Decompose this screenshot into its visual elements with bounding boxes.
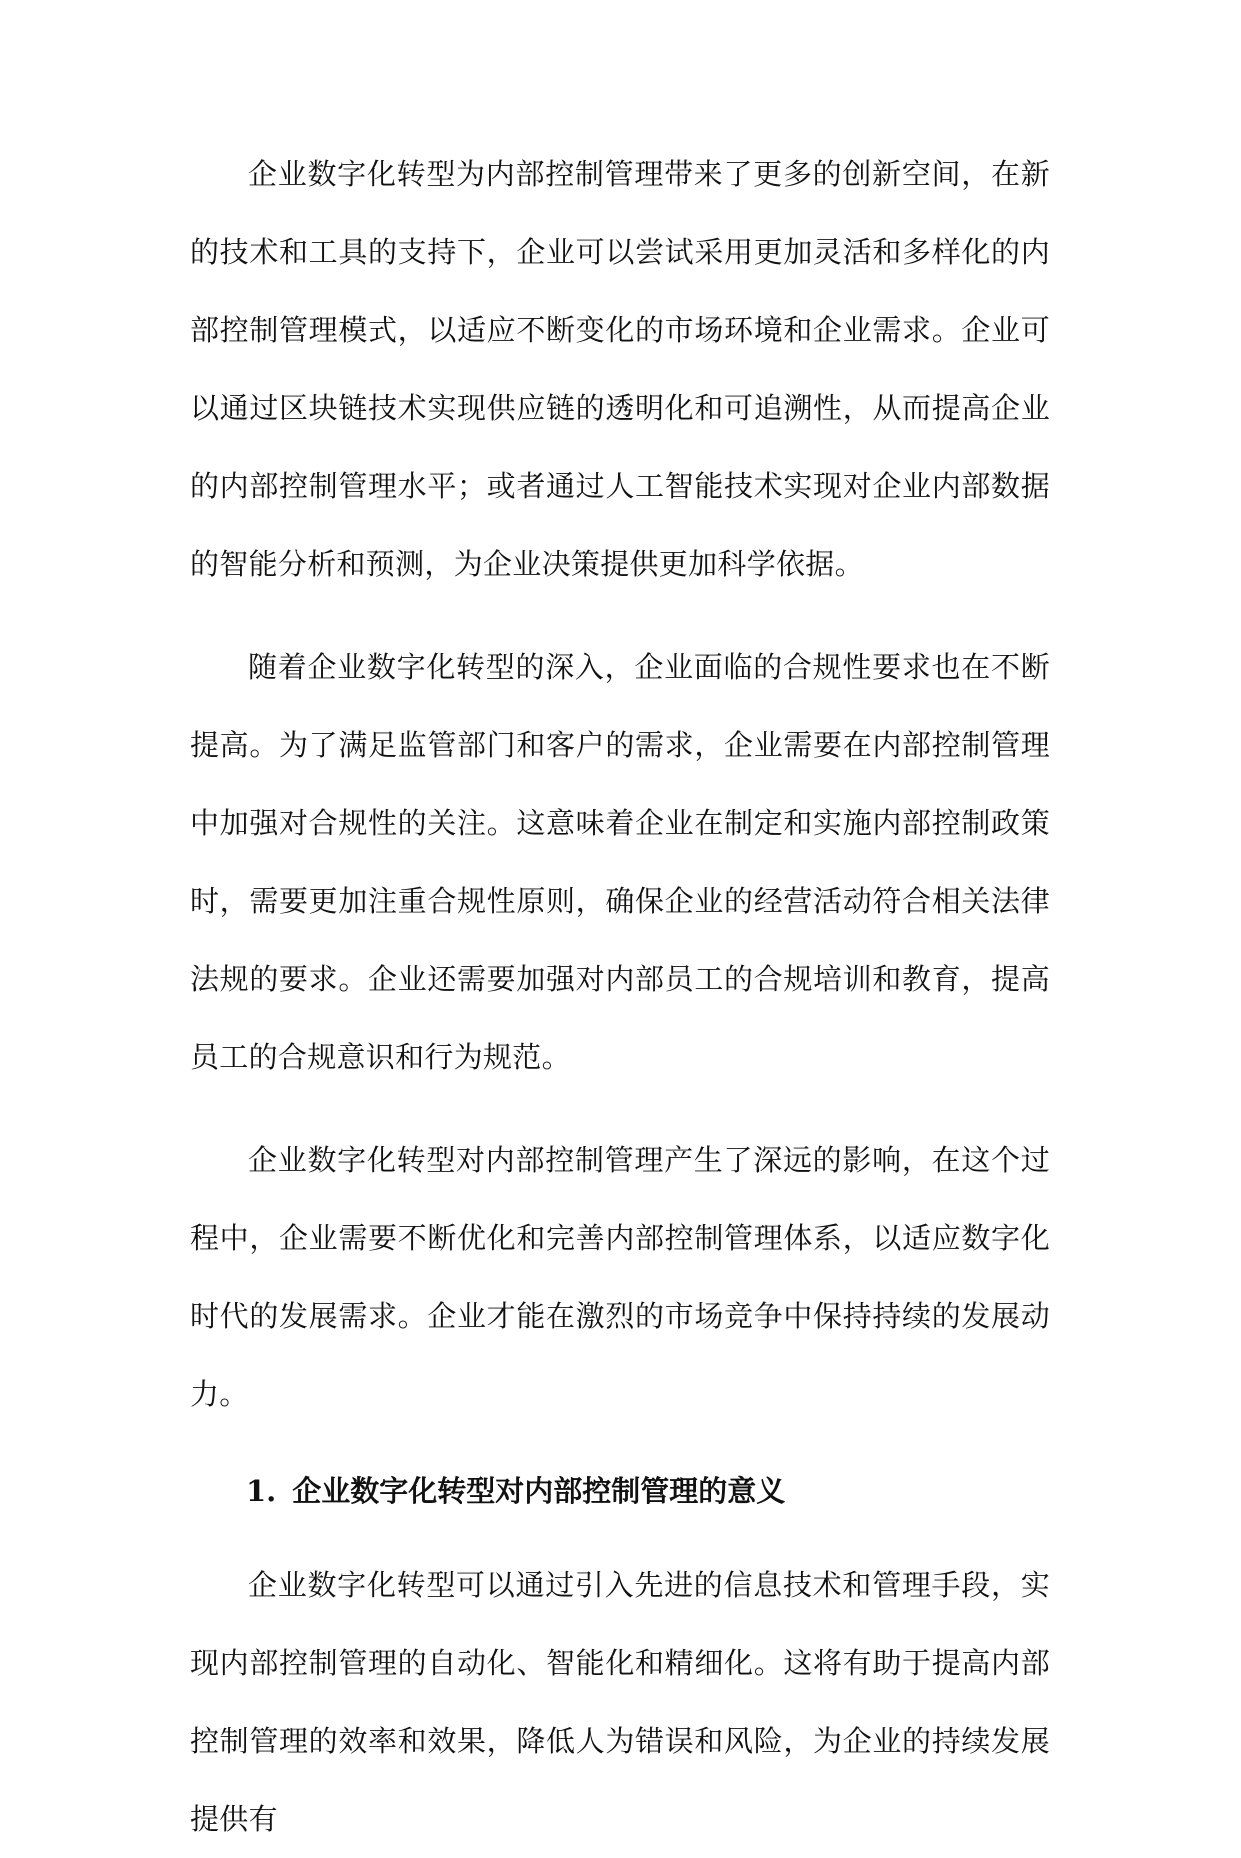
paragraph-innovation: 企业数字化转型为内部控制管理带来了更多的创新空间，在新的技术和工具的支持下，企业可以尝试采用更加灵活和多样化的内部控制管理模式，以适应不断变化的市场环境和企业需求。企业可以通过区块链技术实现供应链的透明化和可追溯性，从而提高企业的内部控制管理水平；或者通过人工智能技术实现对企业内部数据的智能分析和预测，为企业决策提供更加科学依据。 [190, 157, 1050, 581]
document-page [190, 135, 1050, 1836]
paragraph-impact: 企业数字化转型对内部控制管理产生了深远的影响，在这个过程中，企业需要不断优化和完善内部控制管理体系，以适应数字化时代的发展需求。企业才能在激烈的市场竞争中保持持续的发展动力。 [190, 1143, 1050, 1411]
section-heading [190, 1458, 1050, 1524]
section-number: 1. [246, 1474, 277, 1508]
paragraph-significance: 企业数字化转型可以通过引入先进的信息技术和管理手段，实现内部控制管理的自动化、智能化和精细化。这将有助于提高内部控制管理的效率和效果，降低人为错误和风险，为企业的持续发展提供有 [190, 1568, 1050, 1836]
paragraph-compliance: 随着企业数字化转型的深入，企业面临的合规性要求也在不断提高。为了满足监管部门和客户的需求，企业需要在内部控制管理中加强对合规性的关注。这意味着企业在制定和实施内部控制政策时，需要更加注重合规性原则，确保企业的经营活动符合相关法律法规的要求。企业还需要加强对内部员工的合规培训和教育，提高员工的合规意识和行为规范。 [190, 650, 1050, 1074]
section-title: 企业数字化转型对内部控制管理的意义 [292, 1474, 786, 1508]
